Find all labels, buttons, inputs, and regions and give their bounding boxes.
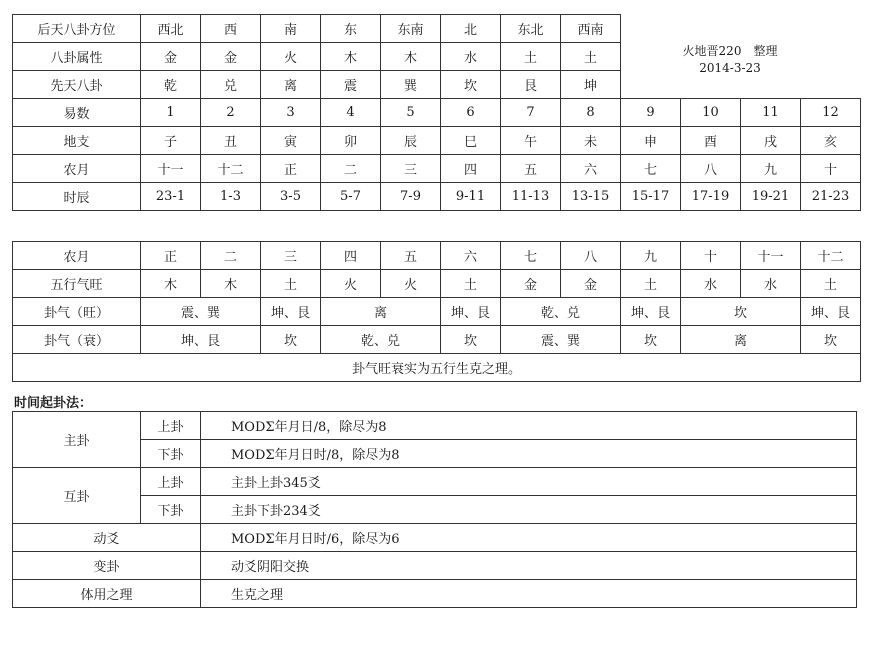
lower-label: 下卦 xyxy=(141,440,201,468)
dongyao-formula: MODΣ年月日时/6，除尽为6 xyxy=(201,524,857,552)
table-cell: 水 xyxy=(741,270,801,298)
table-cell: 乾 xyxy=(141,71,201,99)
section-title: 时间起卦法： xyxy=(14,396,93,411)
table-cell: 九 xyxy=(741,155,801,183)
table-cell: 9 xyxy=(621,99,681,127)
table-cell: 坎 xyxy=(681,298,801,326)
table-cell: 水 xyxy=(681,270,741,298)
table-cell: 金 xyxy=(561,270,621,298)
table-cell: 9-11 xyxy=(441,183,501,211)
table-row xyxy=(13,127,861,155)
table-row xyxy=(13,155,861,183)
table-cell: 坤、艮 xyxy=(801,298,861,326)
table-cell: 土 xyxy=(561,43,621,71)
table-cell: 十 xyxy=(681,242,741,270)
row-label: 时辰 xyxy=(13,183,141,211)
table-cell: 二 xyxy=(201,242,261,270)
table-cell: 震、巽 xyxy=(501,326,621,354)
tiyong-label: 体用之理 xyxy=(13,580,201,608)
table-cell: 戌 xyxy=(741,127,801,155)
table-cell: 坤、艮 xyxy=(441,298,501,326)
table-cell: 23-1 xyxy=(141,183,201,211)
row-label: 农月 xyxy=(13,242,141,270)
table-cell: 坤、艮 xyxy=(141,326,261,354)
table-cell: 坤、艮 xyxy=(261,298,321,326)
table-cell: 金 xyxy=(141,43,201,71)
table-cell: 未 xyxy=(561,127,621,155)
table-cell: 坎 xyxy=(801,326,861,354)
table-cell: 10 xyxy=(681,99,741,127)
biangua-rule: 动爻阴阳交换 xyxy=(201,552,857,580)
table-cell: 四 xyxy=(441,155,501,183)
table-cell: 三 xyxy=(381,155,441,183)
table-cell: 土 xyxy=(801,270,861,298)
author-line: 火地晋220 整理 xyxy=(682,44,778,58)
row-label: 农月 xyxy=(13,155,141,183)
table-cell: 5-7 xyxy=(321,183,381,211)
table-cell: 2 xyxy=(201,99,261,127)
table-cell: 水 xyxy=(441,43,501,71)
table-cell: 卯 xyxy=(321,127,381,155)
table-cell: 巳 xyxy=(441,127,501,155)
table-cell: 十一 xyxy=(141,155,201,183)
table-row xyxy=(13,242,861,270)
table-cell: 土 xyxy=(621,270,681,298)
table-cell: 八 xyxy=(681,155,741,183)
zhu-upper-formula: MODΣ年月日/8，除尽为8 xyxy=(201,412,857,440)
table-cell: 土 xyxy=(261,270,321,298)
table-cell: 六 xyxy=(441,242,501,270)
table-cell: 北 xyxy=(441,15,501,43)
table-cell: 午 xyxy=(501,127,561,155)
table-cell: 五 xyxy=(501,155,561,183)
table-cell: 亥 xyxy=(801,127,861,155)
table-cell: 三 xyxy=(261,242,321,270)
table-cell: 4 xyxy=(321,99,381,127)
table-cell: 坎 xyxy=(621,326,681,354)
table-cell: 1-3 xyxy=(201,183,261,211)
table-cell: 金 xyxy=(201,43,261,71)
table-cell: 木 xyxy=(201,270,261,298)
table-cell: 土 xyxy=(501,43,561,71)
table-cell: 丑 xyxy=(201,127,261,155)
table-cell: 十二 xyxy=(201,155,261,183)
table-cell: 15-17 xyxy=(621,183,681,211)
table-cell: 19-21 xyxy=(741,183,801,211)
table-cell: 离 xyxy=(261,71,321,99)
table-cell: 东南 xyxy=(381,15,441,43)
table-cell: 5 xyxy=(381,99,441,127)
table-cell: 南 xyxy=(261,15,321,43)
row-label: 地支 xyxy=(13,127,141,155)
table-cell: 11 xyxy=(741,99,801,127)
table-cell: 寅 xyxy=(261,127,321,155)
table-cell: 12 xyxy=(801,99,861,127)
table-cell: 坎 xyxy=(441,326,501,354)
table-row xyxy=(13,183,861,211)
table-cell: 13-15 xyxy=(561,183,621,211)
table-cell: 火 xyxy=(381,270,441,298)
table-cell: 东北 xyxy=(501,15,561,43)
row-label: 后天八卦方位 xyxy=(13,15,141,43)
date-line: 2014-3-23 xyxy=(699,61,761,75)
table-cell: 8 xyxy=(561,99,621,127)
table-cell: 震 xyxy=(321,71,381,99)
row-label: 易数 xyxy=(13,99,141,127)
table-cell: 坎 xyxy=(261,326,321,354)
table-cell: 七 xyxy=(501,242,561,270)
guaqi-table xyxy=(12,241,861,382)
table-cell: 11-13 xyxy=(501,183,561,211)
table-cell: 八 xyxy=(561,242,621,270)
table-row xyxy=(13,99,861,127)
row-label: 卦气（衰） xyxy=(13,326,141,354)
tiyong-rule: 生克之理 xyxy=(201,580,857,608)
table-cell: 正 xyxy=(261,155,321,183)
table-cell: 木 xyxy=(381,43,441,71)
table-cell: 震、巽 xyxy=(141,298,261,326)
table-cell: 十一 xyxy=(741,242,801,270)
table-cell: 木 xyxy=(141,270,201,298)
table-row xyxy=(13,326,861,354)
upper-label: 上卦 xyxy=(141,468,201,496)
table-cell: 东 xyxy=(321,15,381,43)
table-cell: 火 xyxy=(261,43,321,71)
table-cell: 申 xyxy=(621,127,681,155)
table-cell: 乾、兑 xyxy=(321,326,441,354)
table-cell: 九 xyxy=(621,242,681,270)
table-cell: 火 xyxy=(321,270,381,298)
table-cell: 巽 xyxy=(381,71,441,99)
table-cell: 正 xyxy=(141,242,201,270)
hu-upper-formula: 主卦上卦345爻 xyxy=(201,468,857,496)
biangua-label: 变卦 xyxy=(13,552,201,580)
table-cell: 6 xyxy=(441,99,501,127)
zhu-gua-label: 主卦 xyxy=(13,412,141,468)
blank-area xyxy=(621,15,861,43)
table-cell: 子 xyxy=(141,127,201,155)
summary-text: 卦气旺衰实为五行生克之理。 xyxy=(13,354,861,382)
author-note xyxy=(655,43,805,77)
row-label: 五行气旺 xyxy=(13,270,141,298)
table-cell: 西南 xyxy=(561,15,621,43)
table-row xyxy=(13,298,861,326)
row-label: 先天八卦 xyxy=(13,71,141,99)
table-cell: 离 xyxy=(681,326,801,354)
table-cell: 1 xyxy=(141,99,201,127)
lower-label: 下卦 xyxy=(141,496,201,524)
table-cell: 十 xyxy=(801,155,861,183)
table-cell: 7-9 xyxy=(381,183,441,211)
table-row xyxy=(13,15,861,43)
time-method-table xyxy=(12,411,857,608)
table-cell: 土 xyxy=(441,270,501,298)
table-cell: 坎 xyxy=(441,71,501,99)
table-cell: 十二 xyxy=(801,242,861,270)
hu-gua-label: 互卦 xyxy=(13,468,141,524)
table-cell: 坤、艮 xyxy=(621,298,681,326)
upper-label: 上卦 xyxy=(141,412,201,440)
table-cell: 兑 xyxy=(201,71,261,99)
table-cell: 离 xyxy=(321,298,441,326)
table-cell: 3-5 xyxy=(261,183,321,211)
table-cell: 乾、兑 xyxy=(501,298,621,326)
table-cell: 西 xyxy=(201,15,261,43)
table-cell: 四 xyxy=(321,242,381,270)
table-cell: 西北 xyxy=(141,15,201,43)
table-cell: 六 xyxy=(561,155,621,183)
hu-lower-formula: 主卦下卦234爻 xyxy=(201,496,857,524)
row-label: 卦气（旺） xyxy=(13,298,141,326)
table-cell: 17-19 xyxy=(681,183,741,211)
zhu-lower-formula: MODΣ年月日时/8，除尽为8 xyxy=(201,440,857,468)
table-cell: 坤 xyxy=(561,71,621,99)
table-cell: 3 xyxy=(261,99,321,127)
table-cell: 七 xyxy=(621,155,681,183)
table-cell: 21-23 xyxy=(801,183,861,211)
row-label: 八卦属性 xyxy=(13,43,141,71)
table-row xyxy=(13,270,861,298)
summary-row xyxy=(13,354,861,382)
table-cell: 艮 xyxy=(501,71,561,99)
table-cell: 二 xyxy=(321,155,381,183)
table-cell: 7 xyxy=(501,99,561,127)
table-cell: 木 xyxy=(321,43,381,71)
dongyao-label: 动爻 xyxy=(13,524,201,552)
table-cell: 五 xyxy=(381,242,441,270)
table-cell: 金 xyxy=(501,270,561,298)
table-cell: 酉 xyxy=(681,127,741,155)
table-cell: 辰 xyxy=(381,127,441,155)
